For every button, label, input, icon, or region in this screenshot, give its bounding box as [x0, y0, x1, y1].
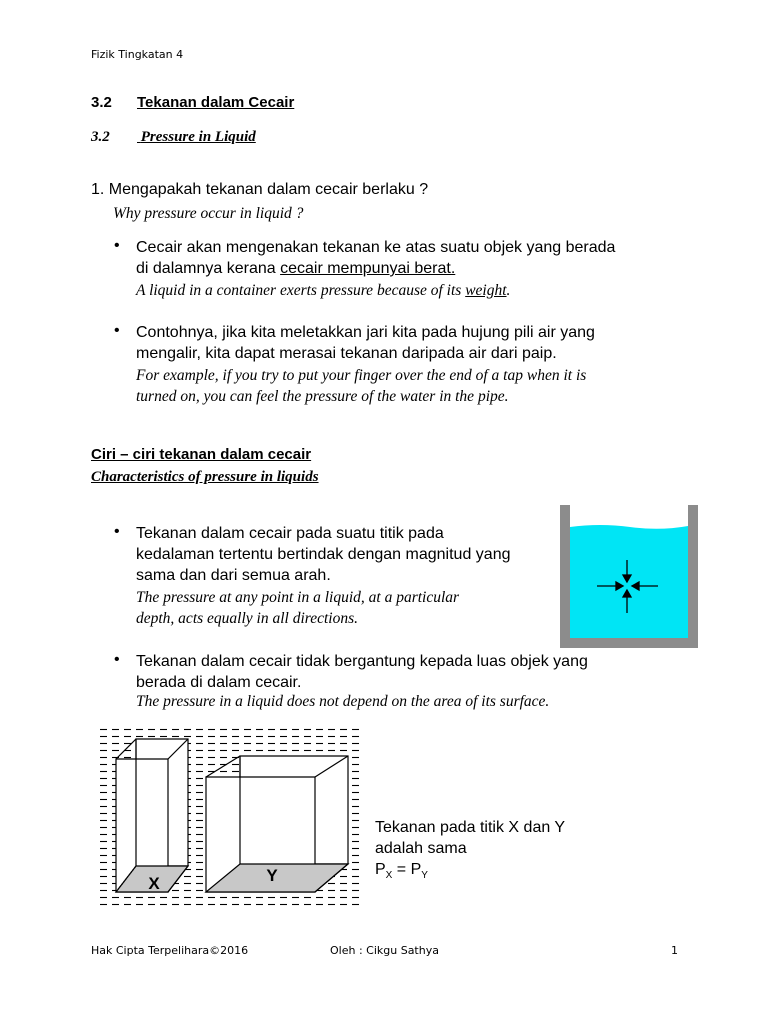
characteristic2-ms: Tekanan dalam cecair tidak bergantung kepada luas objek yang berada di dalam cecair.: [136, 653, 588, 691]
bullet-icon: •: [114, 237, 120, 254]
pressure-equation: $P_X = P_Y$: [375, 861, 428, 882]
characteristic1-ms: Tekanan dalam cecair pada suatu titik pada kedalaman tertentu bertindak dengan magnitud yang sama dan dari semua arah.: [136, 525, 511, 584]
section-number: 3.2: [91, 94, 112, 111]
bullet-icon: •: [114, 322, 120, 339]
water-fill: [570, 525, 688, 638]
question-en: Why pressure occur in liquid ?: [113, 205, 304, 222]
label-x: X: [148, 874, 160, 893]
page-number: 1: [671, 944, 678, 957]
characteristics-title-ms: Ciri – ciri tekanan dalam cecair: [91, 446, 312, 463]
pressure-area-diagram: [100, 726, 362, 910]
footer-author: Oleh : Cikgu Sathya: [330, 944, 439, 957]
tall-box: [116, 739, 188, 892]
question-ms: 1. Mengapakah tekanan dalam cecair berlaku ?: [91, 181, 429, 198]
liquid-container-diagram: [560, 505, 698, 648]
section-title-ms: Tekanan dalam Cecair: [137, 94, 295, 111]
bullet2-ms: Contohnya, jika kita meletakkan jari kita pada hujung pili air yang mengalir, kita dapat merasai tekanan daripada air dari paip.: [136, 324, 595, 362]
diagram-caption: Tekanan pada titik X dan Y adalah sama $P_X = P_Y$: [375, 817, 565, 886]
label-y: Y: [266, 866, 278, 885]
bullet1-ms: Cecair akan mengenakan tekanan ke atas suatu objek yang berada di dalamnya kerana cecair mempunyai berat.: [136, 239, 616, 277]
bullet1-en: A liquid in a container exerts pressure because of its weight.: [136, 282, 511, 299]
bullet-icon: •: [114, 651, 120, 668]
section-number-en: 3.2: [91, 129, 110, 145]
characteristics-title-en: Characteristics of pressure in liquids: [91, 469, 319, 485]
characteristic2-en: The pressure in a liquid does not depend on the area of its surface.: [136, 693, 550, 710]
bullet-icon: •: [114, 523, 120, 540]
bullet2-en: For example, if you try to put your finger over the end of a tap when it is turned on, you can feel the pressure of the water in the pipe.: [136, 367, 587, 405]
section-title-en: Pressure in Liquid: [140, 129, 256, 145]
page-header: Fizik Tingkatan 4: [91, 48, 184, 61]
footer-copyright: Hak Cipta Terpelihara©2016: [91, 944, 249, 957]
characteristic1-en: The pressure at any point in a liquid, at a particular depth, acts equally in all directions.: [136, 589, 460, 627]
